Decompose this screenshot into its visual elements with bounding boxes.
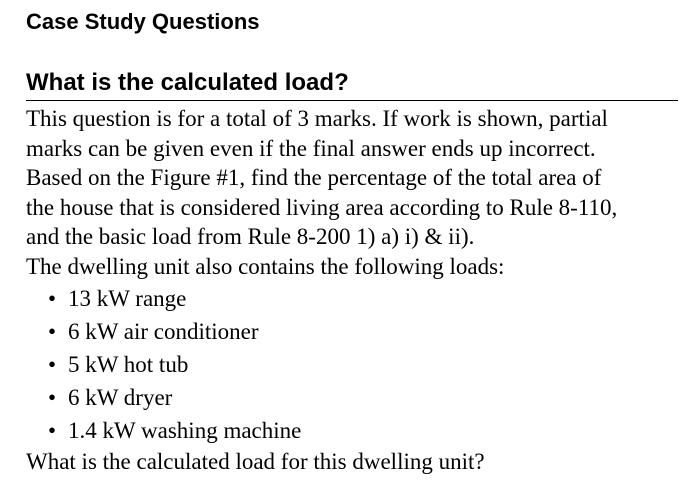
title-divider	[26, 100, 678, 101]
final-question: What is the calculated load for this dwelling unit?	[26, 448, 485, 474]
load-label: 13 kW range	[68, 285, 187, 311]
bullet-icon: •	[48, 318, 57, 344]
load-label: 6 kW dryer	[68, 384, 173, 410]
list-item	[26, 315, 690, 348]
question-body	[26, 104, 690, 476]
bullet-icon: •	[48, 417, 57, 443]
body-line: This question is for a total of 3 marks. If work is shown, partial	[26, 106, 608, 131]
list-item	[26, 381, 690, 414]
question-title: What is the calculated load?	[26, 69, 349, 96]
body-line: The dwelling unit also contains the following loads:	[26, 253, 505, 279]
list-item	[26, 282, 690, 315]
page-heading: Case Study Questions	[26, 9, 260, 34]
list-item	[26, 348, 690, 381]
bullet-icon: •	[48, 285, 57, 311]
load-label: 6 kW air conditioner	[68, 318, 259, 344]
body-line: and the basic load from Rule 8-200 1) a) i) & ii).	[26, 224, 475, 250]
bullet-icon: •	[48, 351, 57, 377]
load-label: 1.4 kW washing machine	[68, 417, 302, 443]
body-line: marks can be given even if the final answer ends up incorrect.	[26, 135, 596, 161]
load-label: 5 kW hot tub	[68, 351, 189, 377]
loads-list	[26, 282, 690, 447]
body-line: Based on the Figure #1, find the percentage of the total area of	[26, 165, 602, 191]
list-item	[26, 414, 690, 447]
bullet-icon: •	[48, 384, 57, 410]
body-line: the house that is considered living area according to Rule 8-110,	[26, 194, 618, 220]
